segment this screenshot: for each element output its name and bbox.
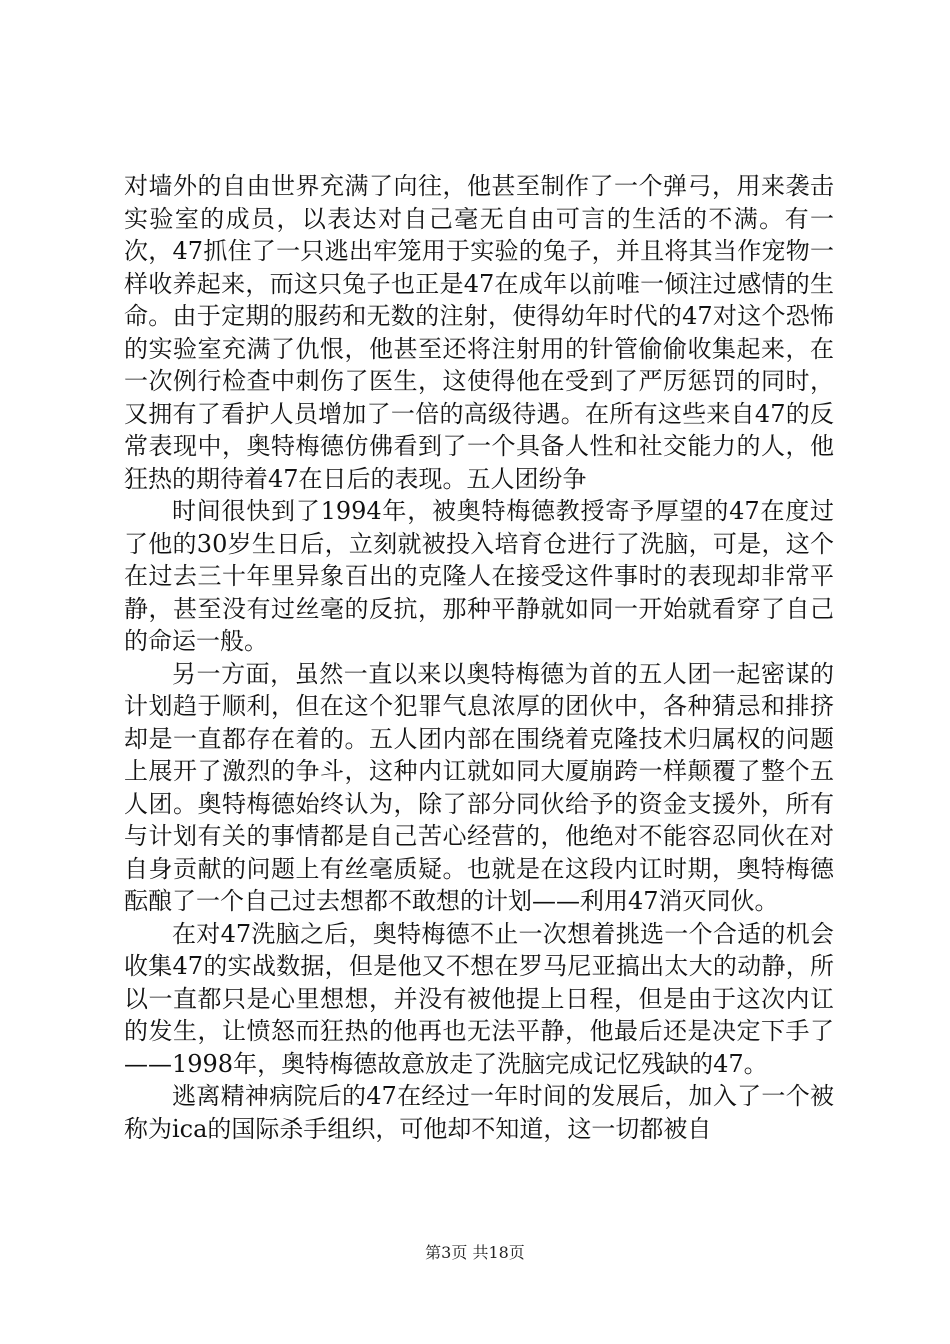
paragraph-3: 另一方面，虽然一直以来以奥特梅德为首的五人团一起密谋的计划趋于顺利，但在这个犯罪气息浓厚的团伙中，各种猜忌和排挤却是一直都存在着的。五人团内部在围绕着克隆技术归属权的问题上展开了激烈的争斗，这种内讧就如同大厦崩跨一样颠覆了整个五人团。奥特梅德始终认为，除了部分同伙给予的资金支援外，所有与计划有关的事情都是自己苦心经营的，他绝对不能容忍同伙在对自身贡献的问题上有丝毫质疑。也就是在这段内讧时期，奥特梅德酝酿了一个自己过去想都不敢想的计划——利用47消灭同伙。 bbox=[124, 659, 834, 915]
paragraph-4: 在对47洗脑之后，奥特梅德不止一次想着挑选一个合适的机会收集47的实战数据，但是他又不想在罗马尼亚搞出太大的动静，所以一直都只是心里想想，并没有被他提上日程，但是由于这次内讧的发生，让愤怒而狂热的他再也无法平静，他最后还是决定下手了——1998年，奥特梅德故意放走了洗脑完成记忆残缺的47。 bbox=[124, 919, 834, 1078]
paragraph-1: 对墙外的自由世界充满了向往，他甚至制作了一个弹弓，用来袭击实验室的成员，以表达对自己毫无自由可言的生活的不满。有一次，47抓住了一只逃出牢笼用于实验的兔子，并且将其当作宠物一样收养起来，而这只兔子也正是47在成年以前唯一倾注过感情的生命。由于定期的服药和无数的注射，使得幼年时代的47对这个恐怖的实验室充满了仇恨，他甚至还将注射用的针管偷偷收集起来，在一次例行检查中刺伤了医生，这使得他在受到了严厉惩罚的同时，又拥有了看护人员增加了一倍的高级待遇。在所有这些来自47的反常表现中，奥特梅德仿佛看到了一个具备人性和社交能力的人，他狂热的期待着47在日后的表现。五人团纷争 bbox=[124, 172, 834, 493]
paragraph-2: 时间很快到了1994年，被奥特梅德教授寄予厚望的47在度过了他的30岁生日后，立刻就被投入培育仓进行了洗脑，可是，这个在过去三十年里异象百出的克隆人在接受这件事时的表现却非常平静，甚至没有过丝毫的反抗，那种平静就如同一开始就看穿了自己的命运一般。 bbox=[124, 497, 834, 655]
document-body bbox=[124, 170, 834, 1145]
paragraph-5: 逃离精神病院后的47在经过一年时间的发展后，加入了一个被称为ica的国际杀手组织，可他却不知道，这一切都被自 bbox=[124, 1082, 834, 1143]
page-number: 第3页 共18页 bbox=[425, 1243, 525, 1262]
